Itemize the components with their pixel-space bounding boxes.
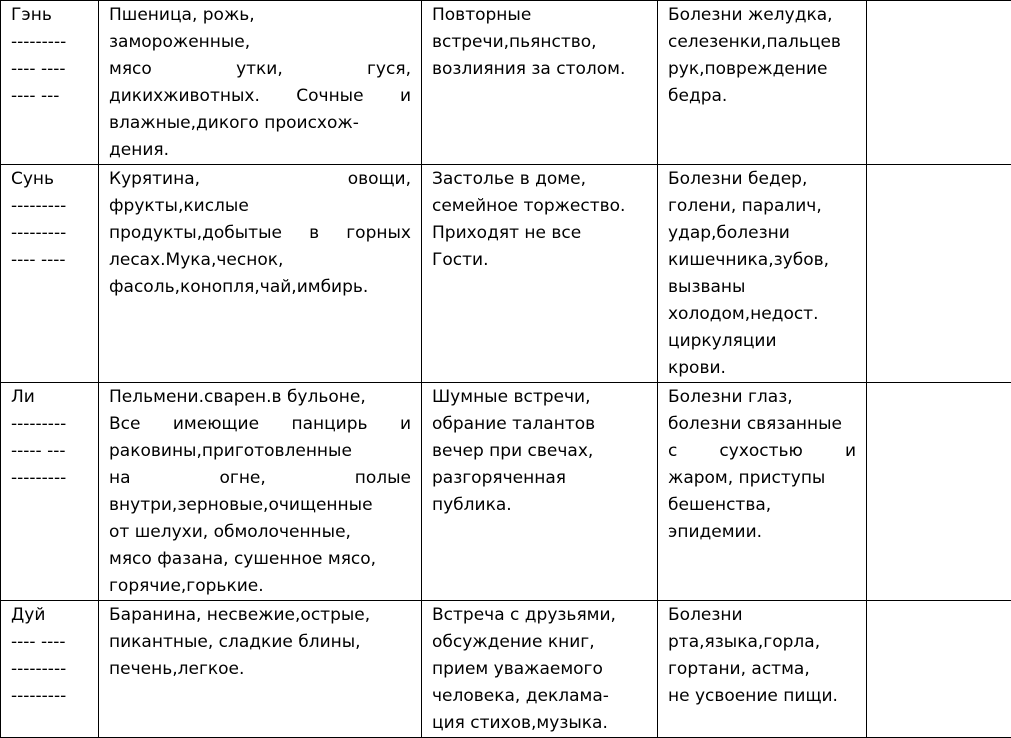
table-row: [1, 601, 1011, 738]
trigram-line: ---- ----: [11, 247, 94, 274]
food-line: продукты,добытые в горных: [109, 220, 411, 247]
gathering-line: ция стихов,музыка.: [432, 710, 647, 737]
diseases-line: голени, паралич,: [668, 193, 856, 220]
trigram-line: ---------: [11, 465, 94, 492]
diseases-line: с сухостью и: [668, 438, 856, 465]
diseases-line: эпидемии.: [668, 519, 856, 546]
trigram-line: ---------: [11, 411, 94, 438]
gathering-line: Застолье в доме,: [432, 166, 647, 193]
food-line: на огне, полые: [109, 465, 411, 492]
trigram-title: Дуй: [11, 602, 94, 629]
table-row: [1, 383, 1011, 601]
empty-cell: [867, 601, 1011, 738]
food-line: пикантные, сладкие блины,: [109, 629, 411, 656]
food-line: мясо утки, гуся,: [109, 56, 411, 83]
trigram-line: ---------: [11, 683, 94, 710]
food-line: Пшеница, рожь,: [109, 2, 411, 29]
diseases-line: болезни связанные: [668, 411, 856, 438]
gathering-line: Шумные встречи,: [432, 384, 647, 411]
gathering-line: публика.: [432, 492, 647, 519]
food-line: раковины,приготовленные: [109, 438, 411, 465]
food-line: печень,легкое.: [109, 656, 411, 683]
diseases-cell: [658, 1, 867, 165]
empty-cell: [867, 165, 1011, 383]
diseases-cell: [658, 601, 867, 738]
food-line: Все имеющие панцирь и: [109, 411, 411, 438]
trigram-title: Сунь: [11, 166, 94, 193]
empty-cell: [867, 1, 1011, 165]
gathering-line: семейное торжество.: [432, 193, 647, 220]
diseases-line: вызваны: [668, 274, 856, 301]
food-line: дения.: [109, 137, 411, 164]
gathering-line: обрание талантов: [432, 411, 647, 438]
gathering-line: возлияния за столом.: [432, 56, 647, 83]
diseases-line: Болезни: [668, 602, 856, 629]
food-line: фрукты,кислые: [109, 193, 411, 220]
food-line: мясо фазана, сушенное мясо,: [109, 546, 411, 573]
diseases-line: жаром, приступы: [668, 465, 856, 492]
food-cell: [99, 165, 422, 383]
gathering-line: Гости.: [432, 247, 647, 274]
food-line: Баранина, несвежие,острые,: [109, 602, 411, 629]
gathering-cell: [422, 1, 658, 165]
food-line: Пельмени.сварен.в бульоне,: [109, 384, 411, 411]
trigram-name-cell: [1, 1, 99, 165]
empty-cell: [867, 383, 1011, 601]
food-cell: [99, 383, 422, 601]
trigram-name-cell: [1, 601, 99, 738]
gathering-line: Встреча с друзьями,: [432, 602, 647, 629]
food-line: лесах.Мука,чеснок,: [109, 247, 411, 274]
diseases-line: бешенства,: [668, 492, 856, 519]
diseases-line: бедра.: [668, 83, 856, 110]
diseases-line: гортани, астма,: [668, 656, 856, 683]
trigram-line: ---------: [11, 656, 94, 683]
diseases-cell: [658, 383, 867, 601]
diseases-cell: [658, 165, 867, 383]
gathering-line: вечер при свечах,: [432, 438, 647, 465]
gathering-cell: [422, 165, 658, 383]
trigram-line: ---------: [11, 220, 94, 247]
gathering-cell: [422, 383, 658, 601]
food-line: горячие,горькие.: [109, 573, 411, 600]
trigram-name-cell: [1, 383, 99, 601]
trigram-line: ---------: [11, 193, 94, 220]
food-line: влажные,дикого происхож-: [109, 110, 411, 137]
table-row: [1, 165, 1011, 383]
food-line: дикихживотных. Сочные и: [109, 83, 411, 110]
trigram-line: ---- ----: [11, 56, 94, 83]
diseases-line: удар,болезни: [668, 220, 856, 247]
gathering-line: человека, деклама-: [432, 683, 647, 710]
diseases-line: Болезни глаз,: [668, 384, 856, 411]
gathering-cell: [422, 601, 658, 738]
trigram-line: ---------: [11, 29, 94, 56]
diseases-line: не усвоение пищи.: [668, 683, 856, 710]
gathering-line: встречи,пьянство,: [432, 29, 647, 56]
gathering-line: Приходят не все: [432, 220, 647, 247]
diseases-line: рта,языка,горла,: [668, 629, 856, 656]
trigram-title: Ли: [11, 384, 94, 411]
food-line: фасоль,конопля,чай,имбирь.: [109, 274, 411, 301]
diseases-line: крови.: [668, 355, 856, 382]
food-line: Курятина, овощи,: [109, 166, 411, 193]
gathering-line: Повторные: [432, 2, 647, 29]
food-line: внутри,зерновые,очищенные: [109, 492, 411, 519]
food-cell: [99, 1, 422, 165]
diseases-line: рук,повреждение: [668, 56, 856, 83]
diseases-line: селезенки,пальцев: [668, 29, 856, 56]
table-row: [1, 1, 1011, 165]
diseases-line: кишечника,зубов,: [668, 247, 856, 274]
trigram-line: ----- ---: [11, 438, 94, 465]
diseases-line: холодом,недост.: [668, 301, 856, 328]
gathering-line: разгоряченная: [432, 465, 647, 492]
diseases-line: Болезни бедер,: [668, 166, 856, 193]
trigram-line: ---- ---: [11, 83, 94, 110]
diseases-line: Болезни желудка,: [668, 2, 856, 29]
food-line: от шелухи, обмолоченные,: [109, 519, 411, 546]
diseases-line: циркуляции: [668, 328, 856, 355]
trigram-title: Гэнь: [11, 2, 94, 29]
gathering-line: обсуждение книг,: [432, 629, 647, 656]
food-cell: [99, 601, 422, 738]
trigram-name-cell: [1, 165, 99, 383]
trigram-line: ---- ----: [11, 629, 94, 656]
gathering-line: прием уважаемого: [432, 656, 647, 683]
food-line: замороженные,: [109, 29, 411, 56]
